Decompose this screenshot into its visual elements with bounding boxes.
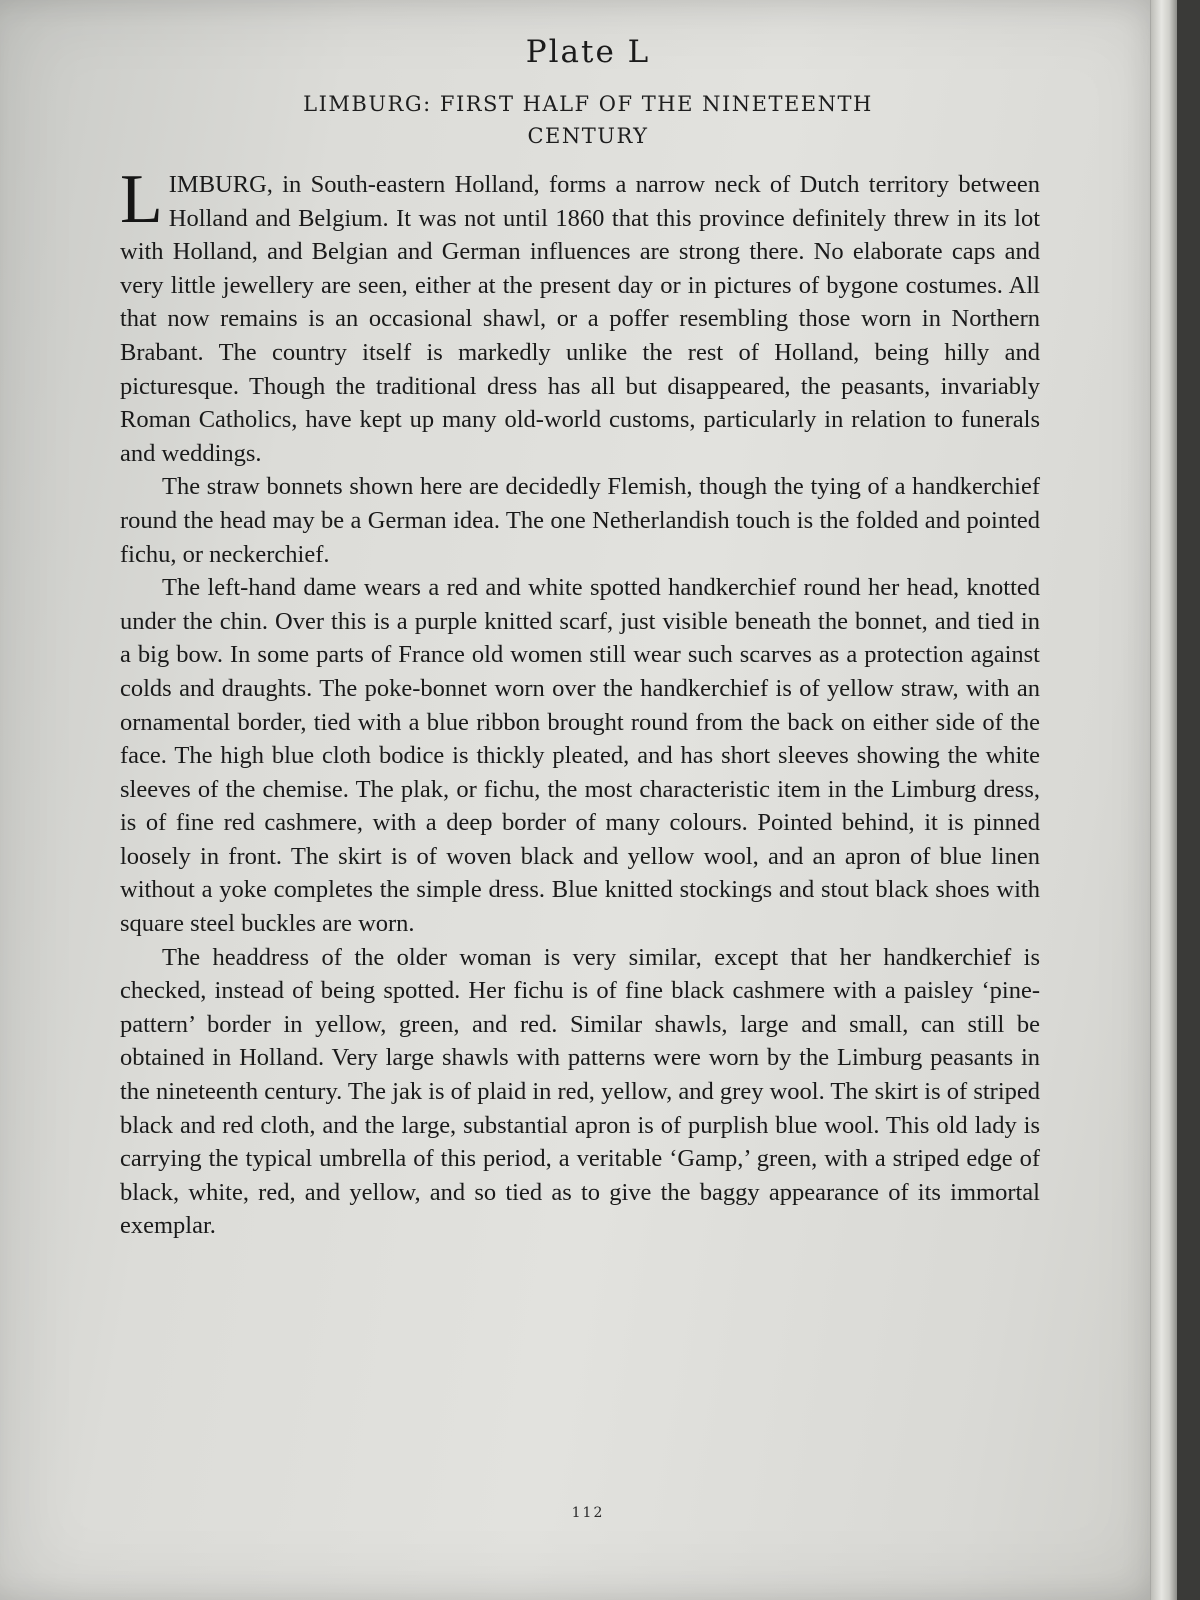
- body-text: [120, 161, 1040, 1243]
- paragraph-3: The left-hand dame wears a red and white spotted handkerchief round her head, knotted under the chin. Over this is a purple knitted scarf, just visible beneath the bonnet, and tied in a big bow. In some parts of France old women still wear such scarves as a protection against colds and draughts. The poke-bonnet worn over the handkerchief is of yellow straw, with an ornamental border, tied with a blue ribbon brought round from the back on either side of the face. The high blue cloth bodice is thickly pleated, and has short sleeves showing the white sleeves of the chemise. The plak, or fichu, the most characteristic item in the Limburg dress, is of fine red cashmere, with a deep border of many colours. Pointed behind, it is pinned loosely in front. The skirt is of woven black and yellow wool, and an apron of blue linen without a yoke completes the simple dress. Blue knitted stockings and stout black shoes with square steel buckles are worn.: [120, 574, 1040, 938]
- paragraph-4: The headdress of the older woman is very similar, except that her handkerchief is checked, instead of being spotted. Her fichu is of fine black cashmere with a paisley ‘pine-pattern’ border in yellow, green, and red. Similar shawls, large and small, can still be obtained in Holland. Very large shawls with patterns were worn by the Limburg peasants in the nineteenth century. The jak is of plaid in red, yellow, and grey wool. The skirt is of striped black and red cloth, and the large, substantial apron is of purplish blue wool. This old lady is carrying the typical umbrella of this period, a veritable ‘Gamp,’ green, with a striped edge of black, white, red, and yellow, and so tied as to give the baggy appearance of its immortal exemplar.: [120, 943, 1040, 1240]
- plate-title: Plate L: [525, 34, 651, 70]
- paragraph-1-text: IMBURG, in South-eastern Holland, forms a narrow neck of Dutch territory between Holland and Belgium. It was not until 1860 that this province definitely threw in its lot with Holland, and Belgian and German influences are strong there. No elaborate caps and very little jewellery are seen, either at the present day or in pictures of bygone costumes. All that now remains is an occasional shawl, or a poffer resembling those worn in Northern Brabant. The country itself is markedly unlike the rest of Holland, being hilly and picturesque. Though the traditional dress has all but disappeared, the peasants, invariably Roman Catholics, have kept up many old-world customs, particularly in relation to funerals and weddings.: [120, 171, 1040, 467]
- paragraph-2: The straw bonnets shown here are decidedly Flemish, though the tying of a handkerchief round the head may be a German idea. The one Netherlandish touch is the folded and pointed fichu, or neckerchief.: [120, 473, 1040, 568]
- section-heading: [200, 88, 976, 152]
- drop-cap: L: [120, 161, 163, 238]
- paragraph-1: [120, 161, 1040, 470]
- page-number: 112: [571, 1505, 605, 1521]
- heading-line-1: LIMBURG: FIRST HALF OF THE NINETEENTH: [303, 92, 873, 116]
- page-edge: [1150, 0, 1177, 1600]
- heading-line-2: CENTURY: [527, 124, 649, 148]
